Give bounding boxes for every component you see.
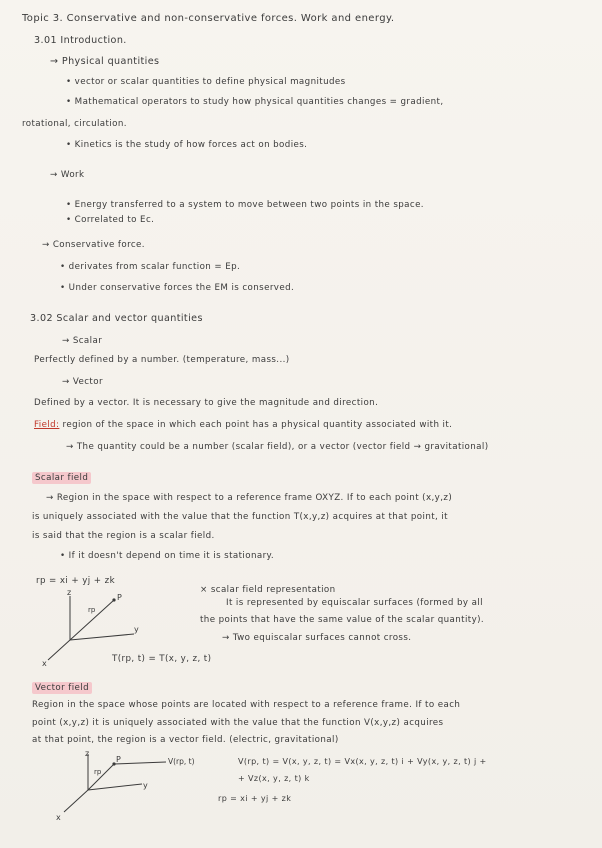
vector-label: rp xyxy=(88,606,96,614)
x-axis xyxy=(48,640,70,660)
note-line: It is represented by equiscalar surfaces (formed by all xyxy=(226,598,483,608)
vector-label: rp xyxy=(94,768,102,776)
axis-label-z: z xyxy=(67,590,72,597)
field-vector-label: V(rp, t) xyxy=(168,757,195,766)
note-line: Region in the space whose points are located with respect to a reference frame. If to each xyxy=(32,700,461,710)
x-axis xyxy=(64,790,88,812)
position-vector-equation: rp = xi + yj + zk xyxy=(36,576,115,586)
field-term: Field: xyxy=(34,420,60,430)
y-axis xyxy=(88,784,142,790)
vector-field-label: Vector field xyxy=(32,683,92,693)
topic-title: Topic 3. Conservative and non-conservative forces. Work and energy. xyxy=(22,13,395,24)
section-heading-intro: 3.01 Introduction. xyxy=(34,35,127,46)
note-line: → Two equiscalar surfaces cannot cross. xyxy=(222,633,412,643)
note-line: → Region in the space with respect to a reference frame OXYZ. If to each point (x,y,z) xyxy=(46,493,453,503)
position-vector-equation: rp = xi + yj + zk xyxy=(218,794,292,803)
subheading-conservative-force: → Conservative force. xyxy=(42,240,145,250)
axis-label-y: y xyxy=(143,781,148,790)
vector-field-equation: V(rp, t) = V(x, y, z, t) = Vx(x, y, z, t) i + Vy(x, y, z, t) j + xyxy=(238,757,487,766)
y-axis xyxy=(70,634,134,640)
point-label: P xyxy=(117,593,122,602)
note-line: • Correlated to Ec. xyxy=(66,215,155,225)
note-line: is said that the region is a scalar field. xyxy=(32,531,215,541)
note-line: • derivates from scalar function = Ep. xyxy=(60,262,241,272)
field-definition-text: region of the space in which each point has a physical quantity associated with it. xyxy=(59,420,453,430)
scalar-representation-title: × scalar field representation xyxy=(200,585,336,595)
subheading-vector: → Vector xyxy=(62,377,103,387)
note-line: • If it doesn't depend on time it is stationary. xyxy=(60,551,275,561)
field-vector xyxy=(114,762,166,764)
note-line: the points that have the same value of the scalar quantity). xyxy=(200,615,485,625)
subheading-scalar: → Scalar xyxy=(62,336,103,346)
axis-label-x: x xyxy=(56,813,61,822)
field-definition xyxy=(34,420,452,430)
vector-field-equation-cont: + Vz(x, y, z, t) k xyxy=(238,774,310,783)
note-line: • Mathematical operators to study how physical quantities changes = gradient, xyxy=(66,97,444,107)
section-heading-scalar-vector: 3.02 Scalar and vector quantities xyxy=(30,313,203,324)
note-line: • Kinetics is the study of how forces act on bodies. xyxy=(66,140,308,150)
note-line: at that point, the region is a vector field. (electric, gravitational) xyxy=(32,735,339,745)
note-line: • Energy transferred to a system to move between two points in the space. xyxy=(66,200,424,210)
point-label: P xyxy=(116,755,121,764)
note-line: • Under conservative forces the EM is conserved. xyxy=(60,283,295,293)
note-line: Perfectly defined by a number. (temperature, mass...) xyxy=(34,355,290,365)
axis-label-z: z xyxy=(85,749,90,758)
scalar-field-label: Scalar field xyxy=(32,473,91,483)
note-line: is uniquely associated with the value that the function T(x,y,z) acquires at that point, it xyxy=(32,512,448,522)
axis-label-x: x xyxy=(42,659,47,668)
vector-field-axes-diagram xyxy=(50,748,226,824)
point-p xyxy=(112,598,115,601)
subheading-work: → Work xyxy=(50,170,85,180)
note-line: → The quantity could be a number (scalar field), or a vector (vector field → gravitational) xyxy=(66,442,489,452)
note-line: • vector or scalar quantities to define physical magnitudes xyxy=(66,77,346,87)
subheading-physical-quantities: → Physical quantities xyxy=(50,56,160,67)
scalar-function-equation: T(rp, t) = T(x, y, z, t) xyxy=(112,654,212,664)
note-line: Defined by a vector. It is necessary to give the magnitude and direction. xyxy=(34,398,379,408)
note-line: rotational, circulation. xyxy=(22,119,127,129)
axis-label-y: y xyxy=(134,625,139,634)
note-line: point (x,y,z) it is uniquely associated with the value that the function V(x,y,z) acquires xyxy=(32,718,444,728)
